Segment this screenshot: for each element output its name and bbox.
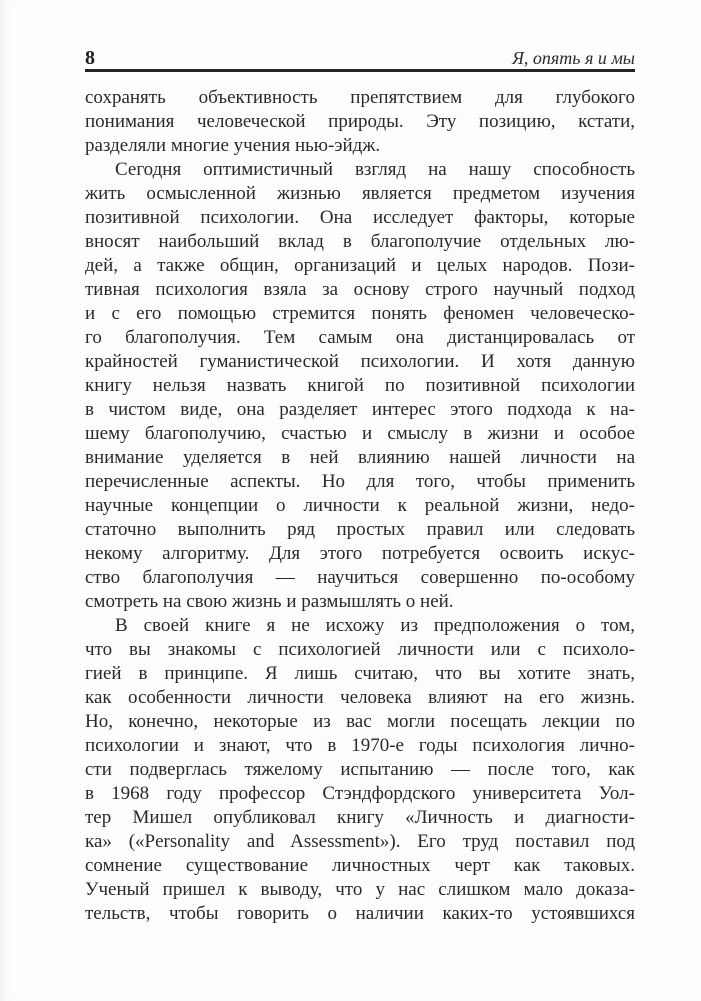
text-line: сти подверглась тяжелому испытанию — после того, как xyxy=(85,759,635,780)
paragraph xyxy=(85,614,635,926)
text-line: сохранять объективность препятствием для глубокого xyxy=(85,87,635,108)
text-line: книгу нельзя назвать книгой по позитивной психологии xyxy=(85,375,635,396)
text-line: разделяли многие учения нью-эйдж. xyxy=(85,135,381,156)
text-line: статочно выполнить ряд простых правил или следовать xyxy=(85,519,635,540)
text-line: шему благополучию, счастью и смыслу в жизни и особое xyxy=(85,423,635,444)
text-line: и с его помощью стремится понять феномен человеческо- xyxy=(85,303,635,324)
text-line: научные концепции о личности к реальной жизни, недо- xyxy=(85,495,635,516)
text-line: в 1968 году профессор Стэндфордского университета Уол- xyxy=(85,783,635,804)
text-line: понимания человеческой природы. Эту позицию, кстати, xyxy=(85,111,635,132)
text-line: смотреть на свою жизнь и размышлять о ней. xyxy=(85,591,454,612)
text-line: гией в принципе. Я лишь считаю, что вы хотите знать, xyxy=(85,663,635,684)
body-text xyxy=(85,86,635,926)
page-content xyxy=(85,48,635,926)
text-line: тивная психология взяла за основу строго научный подход xyxy=(85,279,635,300)
text-line: ство благополучия — научиться совершенно по-особому xyxy=(85,567,635,588)
text-line: психологии и знают, что в 1970-е годы психология лично- xyxy=(85,735,635,756)
text-line: что вы знакомы с психологией личности или с психоло- xyxy=(85,639,635,660)
text-line: тер Мишел опубликовал книгу «Личность и диагности- xyxy=(85,807,635,828)
text-line: в чистом виде, она разделяет интерес этого подхода к на- xyxy=(85,399,635,420)
paragraph xyxy=(85,86,635,158)
text-line: дей, а также общин, организаций и целых народов. Пози- xyxy=(85,255,635,276)
page-header xyxy=(85,48,635,72)
text-line: перечисленные аспекты. Но для того, чтобы применить xyxy=(85,471,635,492)
text-line: го благополучия. Тем самым она дистанцировалась от xyxy=(85,327,635,348)
text-line: Но, конечно, некоторые из вас могли посещать лекции по xyxy=(85,711,635,732)
running-title: Я, опять я и мы xyxy=(512,48,635,68)
page-number: 8 xyxy=(85,47,95,69)
text-line: внимание уделяется в ней влиянию нашей личности на xyxy=(85,447,635,468)
text-line: ка» («Personality and Assessment»). Его труд поставил под xyxy=(85,831,635,852)
text-line: Ученый пришел к выводу, что у нас слишком мало доказа- xyxy=(85,879,635,900)
text-line: Сегодня оптимистичный взгляд на нашу способность xyxy=(115,159,635,180)
paragraph xyxy=(85,158,635,614)
text-line: жить осмысленной жизнью является предметом изучения xyxy=(85,183,635,204)
text-line: некому алгоритму. Для этого потребуется освоить искус- xyxy=(85,543,635,564)
text-line: сомнение существование личностных черт как таковых. xyxy=(85,855,635,876)
text-line: вносят наибольший вклад в благополучие отдельных лю- xyxy=(85,231,635,252)
text-line: как особенности личности человека влияют на его жизнь. xyxy=(85,687,635,708)
text-line: позитивной психологии. Она исследует факторы, которые xyxy=(85,207,635,228)
text-line: В своей книге я не исхожу из предположения о том, xyxy=(115,615,635,636)
text-line: тельств, чтобы говорить о наличии каких-то устоявшихся xyxy=(85,903,635,924)
text-line: крайностей гуманистической психологии. И хотя данную xyxy=(85,351,635,372)
